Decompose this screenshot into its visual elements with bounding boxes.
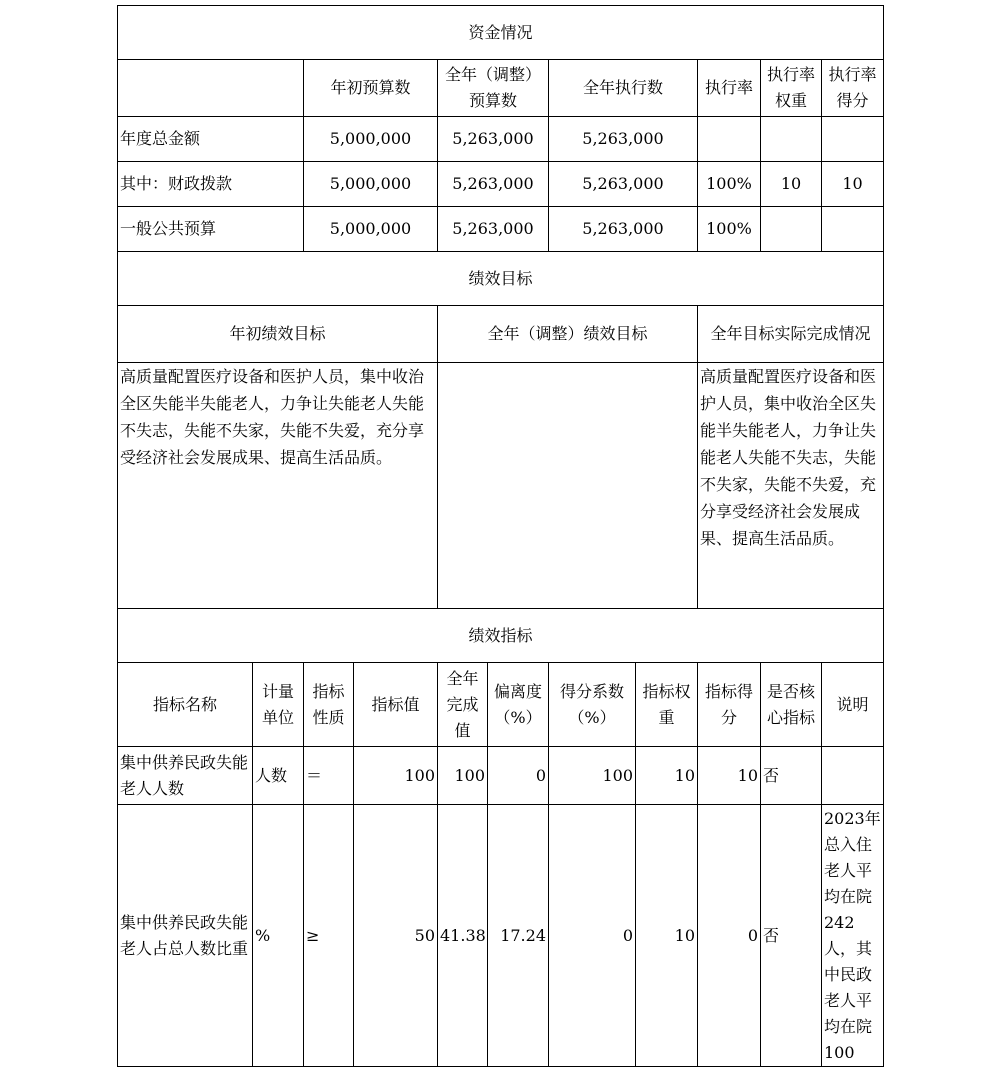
funds-row-initial: 5,000,000	[304, 207, 438, 252]
indicators-section-title: 绩效指标	[118, 609, 884, 663]
indicator-coef: 0	[549, 805, 636, 1067]
funds-row-score	[822, 117, 884, 162]
table-row	[118, 747, 884, 805]
table-row	[118, 117, 884, 162]
indicator-name: 集中供养民政失能老人人数	[118, 747, 253, 805]
indicator-header-weight: 指标权重	[636, 663, 698, 747]
indicator-score: 0	[698, 805, 761, 1067]
funds-header-executed: 全年执行数	[549, 60, 698, 117]
funds-row-score	[822, 207, 884, 252]
funds-header-rate: 执行率	[698, 60, 761, 117]
indicator-target: 50	[354, 805, 438, 1067]
adjusted-goal-text	[438, 363, 698, 609]
funds-row-weight: 10	[761, 162, 822, 207]
indicator-nature: ＝	[304, 747, 354, 805]
indicator-header-note: 说明	[822, 663, 884, 747]
funds-row-initial: 5,000,000	[304, 162, 438, 207]
funds-row-label: 其中：财政拨款	[118, 162, 304, 207]
indicator-actual: 41.38	[438, 805, 488, 1067]
goals-header-actual: 全年目标实际完成情况	[698, 306, 884, 363]
funds-header-adjusted: 全年（调整）预算数	[438, 60, 549, 117]
table-row	[118, 207, 884, 252]
indicator-core: 否	[761, 805, 822, 1067]
funds-row-rate: 100%	[698, 207, 761, 252]
indicator-header-core: 是否核心指标	[761, 663, 822, 747]
indicator-note	[822, 747, 884, 805]
goals-section-title: 绩效目标	[118, 252, 884, 306]
funds-row-adjusted: 5,263,000	[438, 117, 549, 162]
funds-row-score: 10	[822, 162, 884, 207]
indicator-header-score: 指标得分	[698, 663, 761, 747]
indicator-unit: %	[253, 805, 304, 1067]
indicator-header-coef: 得分系数（%）	[549, 663, 636, 747]
funds-row-executed: 5,263,000	[549, 117, 698, 162]
table-row	[118, 162, 884, 207]
performance-table	[117, 5, 884, 1067]
indicator-actual: 100	[438, 747, 488, 805]
indicator-weight: 10	[636, 805, 698, 1067]
funds-header-blank	[118, 60, 304, 117]
funds-row-executed: 5,263,000	[549, 207, 698, 252]
indicator-header-deviation: 偏离度（%）	[488, 663, 549, 747]
funds-row-label: 一般公共预算	[118, 207, 304, 252]
indicator-weight: 10	[636, 747, 698, 805]
funds-row-label: 年度总金额	[118, 117, 304, 162]
indicator-nature: ≥	[304, 805, 354, 1067]
indicator-deviation: 0	[488, 747, 549, 805]
funds-row-weight	[761, 207, 822, 252]
table-row	[118, 805, 884, 1067]
initial-goal-text: 高质量配置医疗设备和医护人员，集中收治全区失能半失能老人，力争让失能老人失能不失志，失能不失家，失能不失爱，充分享受经济社会发展成果、提高生活品质。	[118, 363, 438, 609]
funds-header-score: 执行率得分	[822, 60, 884, 117]
funds-row-executed: 5,263,000	[549, 162, 698, 207]
indicator-header-unit: 计量单位	[253, 663, 304, 747]
indicator-name: 集中供养民政失能老人占总人数比重	[118, 805, 253, 1067]
indicator-score: 10	[698, 747, 761, 805]
funds-row-weight	[761, 117, 822, 162]
funds-section-title: 资金情况	[118, 6, 884, 60]
funds-row-adjusted: 5,263,000	[438, 162, 549, 207]
funds-row-rate: 100%	[698, 162, 761, 207]
indicator-target: 100	[354, 747, 438, 805]
indicator-unit: 人数	[253, 747, 304, 805]
indicator-header-name: 指标名称	[118, 663, 253, 747]
indicator-header-actual: 全年完成值	[438, 663, 488, 747]
funds-row-rate	[698, 117, 761, 162]
goals-header-adjusted: 全年（调整）绩效目标	[438, 306, 698, 363]
funds-row-initial: 5,000,000	[304, 117, 438, 162]
indicator-deviation: 17.24	[488, 805, 549, 1067]
indicator-header-nature: 指标性质	[304, 663, 354, 747]
actual-goal-text: 高质量配置医疗设备和医护人员，集中收治全区失能半失能老人，力争让失能老人失能不失志，失能不失家，失能不失爱，充分享受经济社会发展成果、提高生活品质。	[698, 363, 884, 609]
indicator-note: 2023年总入住老人平均在院242人，其中民政老人平均在院100	[822, 805, 884, 1067]
goals-header-initial: 年初绩效目标	[118, 306, 438, 363]
indicator-header-target: 指标值	[354, 663, 438, 747]
indicator-coef: 100	[549, 747, 636, 805]
funds-header-weight: 执行率权重	[761, 60, 822, 117]
funds-header-initial: 年初预算数	[304, 60, 438, 117]
indicator-core: 否	[761, 747, 822, 805]
funds-row-adjusted: 5,263,000	[438, 207, 549, 252]
